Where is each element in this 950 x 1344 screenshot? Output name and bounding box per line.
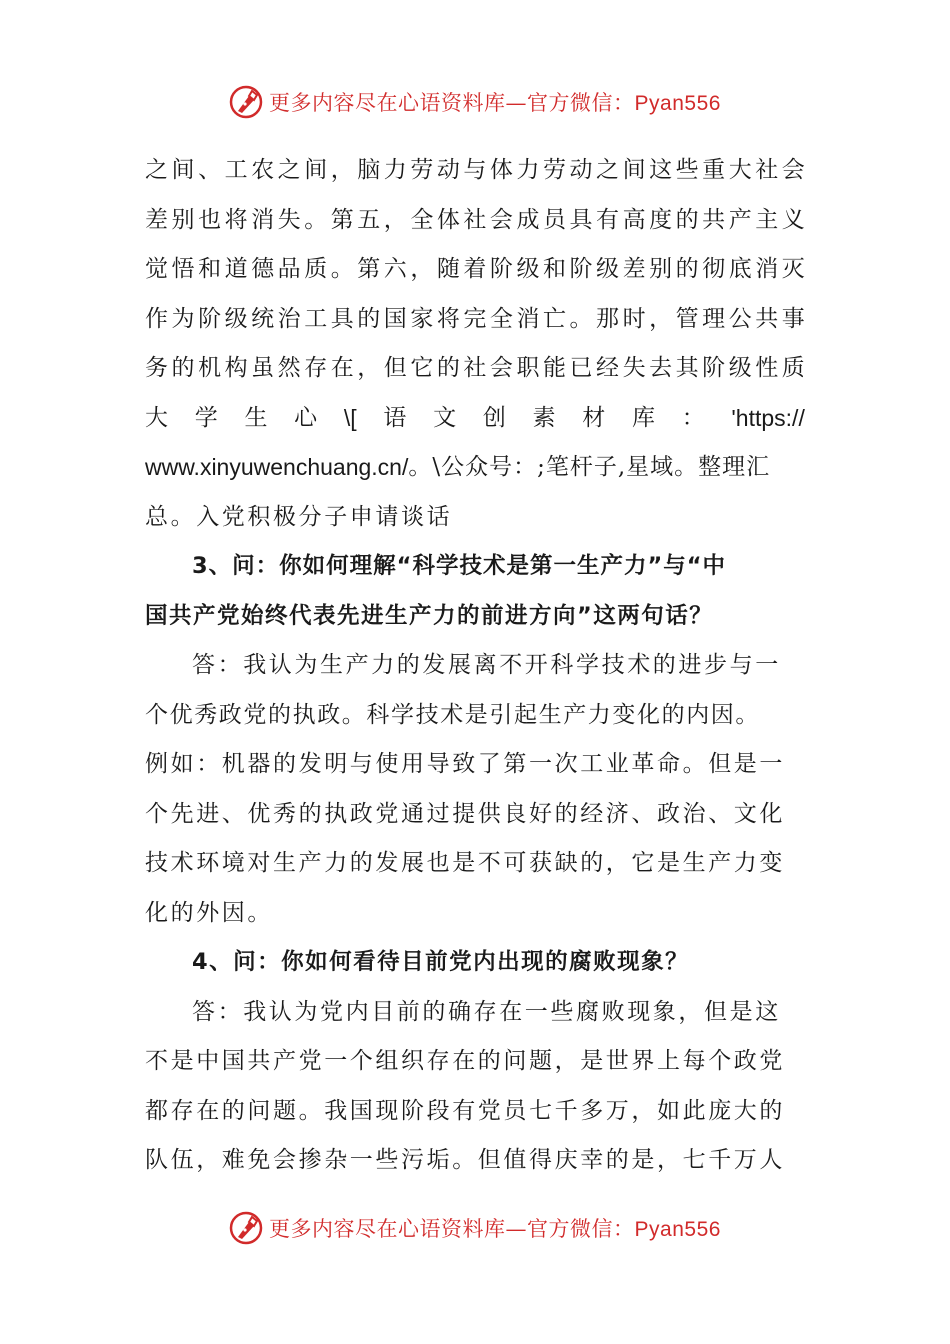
glyph: 治 bbox=[277, 305, 301, 332]
glyph: 差 bbox=[145, 206, 168, 233]
glyph: 社 bbox=[463, 355, 487, 381]
text-line: 答：我认为生产力的发展离不开科学技术的进步与一 bbox=[192, 652, 781, 678]
spaced-char: ： bbox=[681, 404, 705, 431]
glyph: 动 bbox=[436, 157, 460, 183]
glyph: 会 bbox=[781, 157, 805, 183]
glyph: 劳 bbox=[410, 157, 434, 183]
text-line: 都存在的问题。我国现阶段有党员七千多万，如此庞大的 bbox=[145, 1097, 785, 1124]
glyph: 工 bbox=[224, 157, 248, 183]
glyph: 全 bbox=[410, 206, 434, 233]
text-line: 技术环境对生产力的发展也是不可获缺的，它是生产力变 bbox=[145, 850, 785, 876]
glyph: ， bbox=[330, 157, 354, 183]
glyph: 的 bbox=[675, 256, 699, 282]
glyph: 员 bbox=[542, 206, 566, 233]
glyph: 消 bbox=[755, 256, 779, 282]
glyph: 家 bbox=[410, 305, 434, 332]
banner-wechat-id: Pyan556 bbox=[634, 1218, 721, 1241]
glyph: 大 bbox=[728, 157, 752, 183]
glyph: ， bbox=[649, 305, 673, 332]
url-text-line bbox=[145, 443, 805, 493]
glyph: 时 bbox=[622, 305, 646, 332]
glyph: 事 bbox=[781, 305, 805, 332]
glyph: 随 bbox=[436, 256, 460, 282]
glyph: 全 bbox=[489, 305, 513, 332]
spaced-char: 语 bbox=[383, 404, 407, 431]
glyph: 为 bbox=[171, 305, 195, 332]
glyph: 悟 bbox=[171, 256, 195, 282]
glyph: 脑 bbox=[357, 157, 381, 183]
glyph: ， bbox=[383, 206, 407, 233]
glyph: 。 bbox=[569, 305, 593, 332]
text-line bbox=[145, 344, 805, 394]
banner-official-label: 官方微信： bbox=[527, 91, 635, 115]
glyph: 经 bbox=[596, 355, 620, 381]
glyph: 之 bbox=[596, 157, 620, 183]
glyph: 第 bbox=[357, 256, 381, 282]
glyph: 其 bbox=[675, 355, 699, 381]
glyph: 会 bbox=[489, 355, 513, 381]
glyph: 然 bbox=[277, 355, 301, 381]
glyph: 别 bbox=[171, 206, 195, 233]
glyph: 高 bbox=[622, 206, 646, 233]
glyph: 共 bbox=[702, 206, 726, 233]
glyph: 已 bbox=[569, 355, 593, 381]
glyph: 去 bbox=[649, 355, 673, 381]
text-line bbox=[145, 295, 805, 345]
text-line bbox=[145, 245, 805, 295]
text-line bbox=[145, 146, 805, 196]
banner-text bbox=[269, 87, 721, 117]
glyph: 理 bbox=[702, 305, 726, 332]
glyph: 能 bbox=[542, 355, 566, 381]
glyph: 消 bbox=[251, 206, 275, 233]
glyph: 与 bbox=[463, 157, 487, 183]
glyph: 力 bbox=[516, 157, 540, 183]
url-text: www.xinyuwenchuang.cn/ bbox=[145, 454, 409, 480]
glyph: 存 bbox=[304, 355, 328, 381]
glyph: 的 bbox=[171, 355, 195, 381]
spaced-char: 文 bbox=[433, 404, 457, 431]
glyph: 道 bbox=[224, 256, 248, 282]
glyph: 完 bbox=[463, 305, 487, 332]
glyph: 机 bbox=[198, 355, 222, 381]
spaced-char: 库 bbox=[631, 404, 655, 431]
glyph: 失 bbox=[622, 355, 646, 381]
glyph: 五 bbox=[357, 206, 381, 233]
glyph: 职 bbox=[516, 355, 540, 381]
glyph: 但 bbox=[383, 355, 407, 381]
spaced-char: 大 bbox=[145, 404, 168, 431]
question-heading: 4、问：你如何看待目前党内出现的腐败现象？ bbox=[192, 949, 690, 975]
glyph: 级 bbox=[728, 355, 752, 381]
text-line bbox=[145, 196, 805, 246]
spaced-url-start: 'https:// bbox=[731, 404, 805, 431]
banner-separator: — bbox=[505, 91, 528, 115]
glyph: 底 bbox=[728, 256, 752, 282]
glyph: 之 bbox=[145, 157, 168, 183]
glyph: 劳 bbox=[542, 157, 566, 183]
glyph: 统 bbox=[251, 305, 275, 332]
document-body bbox=[145, 146, 805, 1186]
glyph: 这 bbox=[649, 157, 673, 183]
glyph: 共 bbox=[755, 305, 779, 332]
glyph: 公 bbox=[728, 305, 752, 332]
glyph: 性 bbox=[755, 355, 779, 381]
glyph: 成 bbox=[516, 206, 540, 233]
glyph: 社 bbox=[755, 157, 779, 183]
glyph: 有 bbox=[596, 206, 620, 233]
url-line-rest: 。\公众号：;笔杆子,星域。整理汇 bbox=[408, 454, 771, 480]
glyph: 主 bbox=[755, 206, 779, 233]
text-line: 总。入党积极分子申请谈话 bbox=[145, 503, 453, 530]
footer-banner bbox=[0, 1208, 950, 1248]
glyph: 农 bbox=[251, 157, 275, 183]
spaced-char: \[ bbox=[343, 404, 357, 431]
spaced-char: 学 bbox=[194, 404, 218, 431]
glyph: 。 bbox=[304, 206, 328, 233]
glyph: 间 bbox=[622, 157, 646, 183]
glyph: 。 bbox=[330, 256, 354, 282]
glyph: 重 bbox=[702, 157, 726, 183]
glyph: 也 bbox=[198, 206, 222, 233]
banner-wechat-id: Pyan556 bbox=[634, 92, 721, 115]
glyph: 别 bbox=[649, 256, 673, 282]
glyph: 在 bbox=[330, 355, 354, 381]
glyph: 体 bbox=[489, 157, 513, 183]
glyph: 虽 bbox=[251, 355, 275, 381]
glyph: 和 bbox=[542, 256, 566, 282]
glyph: 和 bbox=[198, 256, 222, 282]
banner-brand: 更多内容尽在心语资料库 bbox=[269, 91, 506, 115]
glyph: 国 bbox=[383, 305, 407, 332]
glyph: 品 bbox=[277, 256, 301, 282]
glyph: 工 bbox=[304, 305, 328, 332]
spaced-char: 心 bbox=[294, 404, 318, 431]
glyph: 的 bbox=[436, 355, 460, 381]
glyph: 那 bbox=[596, 305, 620, 332]
glyph: 觉 bbox=[145, 256, 168, 282]
pen-nib-logo-icon bbox=[229, 1211, 263, 1245]
glyph: 义 bbox=[781, 206, 805, 233]
glyph: ， bbox=[357, 355, 381, 381]
glyph: 级 bbox=[516, 256, 540, 282]
glyph: 质 bbox=[304, 256, 328, 282]
glyph: 会 bbox=[489, 206, 513, 233]
spaced-text-line bbox=[145, 394, 805, 444]
question-heading: 3、问：你如何理解“科学技术是第一生产力”与“中 bbox=[192, 553, 727, 579]
glyph: 阶 bbox=[198, 305, 222, 332]
text-line: 化的外因。 bbox=[145, 899, 273, 926]
glyph: 第 bbox=[330, 206, 354, 233]
spaced-char: 生 bbox=[244, 404, 268, 431]
glyph: 差 bbox=[622, 256, 646, 282]
glyph: 动 bbox=[569, 157, 593, 183]
glyph: 六 bbox=[383, 256, 407, 282]
glyph: 消 bbox=[516, 305, 540, 332]
glyph: 将 bbox=[436, 305, 460, 332]
glyph: 级 bbox=[596, 256, 620, 282]
text-line: 个优秀政党的执政。科学技术是引起生产力变化的内因。 bbox=[145, 701, 760, 728]
text-line: 例如：机器的发明与使用导致了第一次工业革命。但是一 bbox=[145, 751, 785, 777]
glyph: 德 bbox=[251, 256, 275, 282]
glyph: 体 bbox=[436, 206, 460, 233]
spaced-char: 材 bbox=[582, 404, 606, 431]
glyph: 质 bbox=[781, 355, 805, 381]
banner-brand: 更多内容尽在心语资料库 bbox=[269, 1217, 506, 1241]
question-heading: 国共产党始终代表先进生产力的前进方向”这两句话？ bbox=[145, 602, 714, 629]
glyph: 构 bbox=[224, 355, 248, 381]
spaced-char: 素 bbox=[532, 404, 556, 431]
glyph: 务 bbox=[145, 355, 168, 381]
glyph: ， bbox=[410, 256, 434, 282]
glyph: 产 bbox=[728, 206, 752, 233]
text-line: 不是中国共产党一个组织存在的问题，是世界上每个政党 bbox=[145, 1048, 785, 1074]
glyph: 阶 bbox=[702, 355, 726, 381]
glyph: 间 bbox=[171, 157, 195, 183]
glyph: 的 bbox=[357, 305, 381, 332]
glyph: 度 bbox=[649, 206, 673, 233]
glyph: 阶 bbox=[569, 256, 593, 282]
text-line: 个先进、优秀的执政党通过提供良好的经济、政治、文化 bbox=[145, 800, 785, 827]
glyph: 灭 bbox=[781, 256, 805, 282]
text-line: 队伍，难免会掺杂一些污垢。但值得庆幸的是，七千万人 bbox=[145, 1147, 785, 1173]
banner-separator: — bbox=[505, 1217, 528, 1241]
glyph: 之 bbox=[277, 157, 301, 183]
glyph: 将 bbox=[224, 206, 248, 233]
glyph: 它 bbox=[410, 355, 434, 381]
glyph: 失 bbox=[277, 206, 301, 233]
glyph: 具 bbox=[569, 206, 593, 233]
header-banner bbox=[0, 82, 950, 122]
glyph: 阶 bbox=[489, 256, 513, 282]
text-line: 答：我认为党内目前的确存在一些腐败现象，但是这 bbox=[192, 998, 781, 1025]
glyph: 、 bbox=[198, 157, 222, 183]
glyph: 的 bbox=[675, 206, 699, 233]
spaced-char: 创 bbox=[482, 404, 506, 431]
glyph: 具 bbox=[330, 305, 354, 332]
banner-official-label: 官方微信： bbox=[527, 1217, 635, 1241]
glyph: 着 bbox=[463, 256, 487, 282]
glyph: 亡 bbox=[542, 305, 566, 332]
glyph: 力 bbox=[383, 157, 407, 183]
glyph: 级 bbox=[224, 305, 248, 332]
banner-text bbox=[269, 1213, 721, 1243]
glyph: 管 bbox=[675, 305, 699, 332]
glyph: 间 bbox=[304, 157, 328, 183]
glyph: 作 bbox=[145, 305, 168, 332]
glyph: 些 bbox=[675, 157, 699, 183]
glyph: 彻 bbox=[702, 256, 726, 282]
pen-nib-logo-icon bbox=[229, 85, 263, 119]
glyph: 社 bbox=[463, 206, 487, 233]
